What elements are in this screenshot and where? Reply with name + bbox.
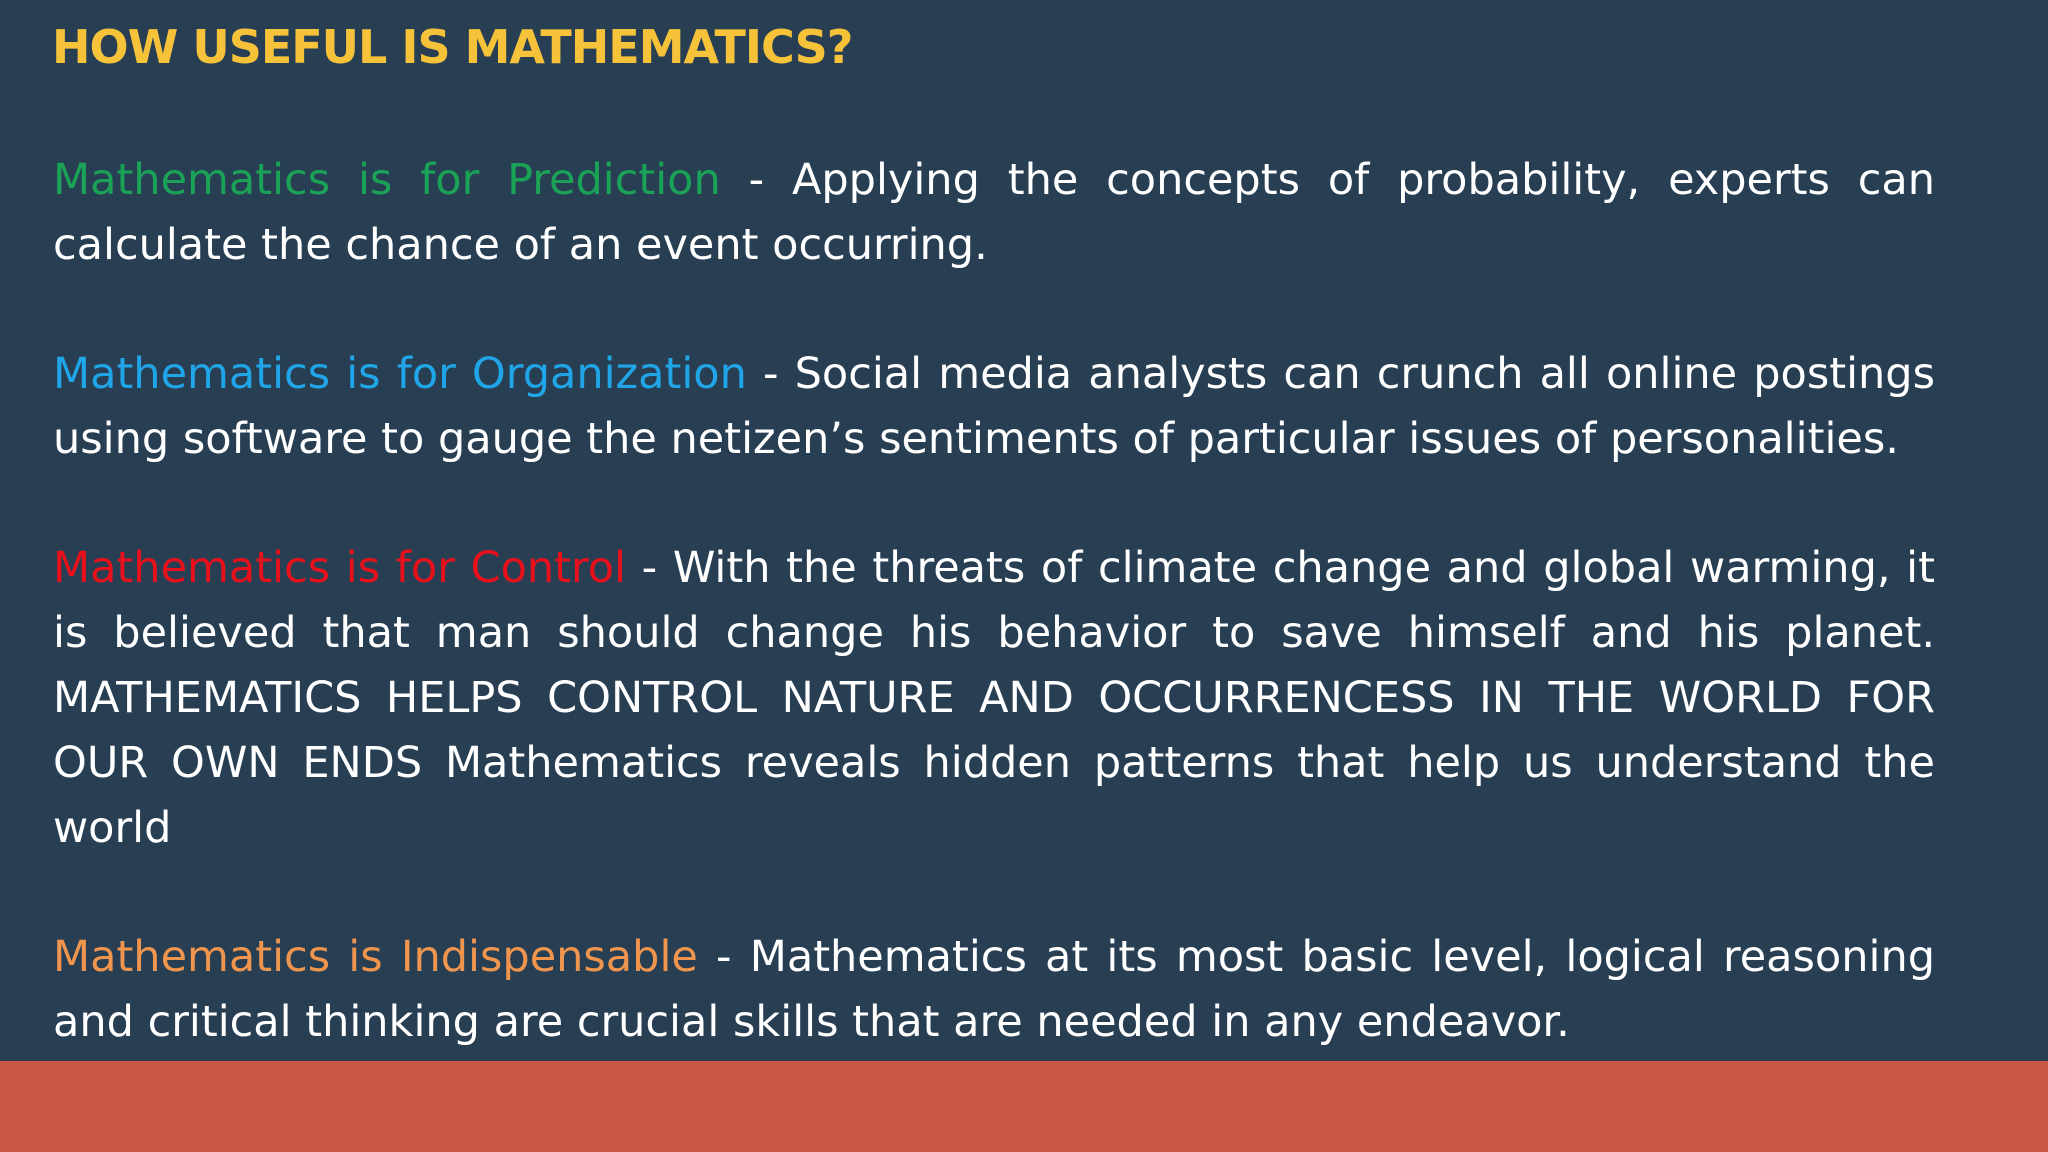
point-text-control: - With the threats of climate change and global warming, it is believed that man should change his behavior to save himself and his planet. MATHEMATICS HELPS CONTROL NATURE AND OCCURRENCESS IN THE WORLD FOR OUR OWN ENDS Mathematics reveals hidden patterns that help us understand the world xyxy=(53,543,1935,853)
point-heading-indispensable: Mathematics is Indispensable xyxy=(53,932,698,982)
point-control xyxy=(53,536,1935,861)
point-text-prediction: - Applying the concepts of probability, experts can calculate the chance of an event occurring. xyxy=(53,155,1935,270)
point-prediction xyxy=(53,148,1935,278)
point-organization xyxy=(53,342,1935,472)
point-text-organization: - Social media analysts can crunch all online postings using software to gauge the netizen’s sentiments of particular issues of personalities. xyxy=(53,349,1935,464)
slide-title: HOW USEFUL IS MATHEMATICS? xyxy=(52,20,853,74)
point-text-indispensable: - Mathematics at its most basic level, logical reasoning and critical thinking are crucial skills that are needed in any endeavor. xyxy=(53,932,1935,1047)
slide-content xyxy=(53,148,1935,1055)
footer-bar xyxy=(0,1061,2048,1152)
point-heading-control: Mathematics is for Control xyxy=(53,543,626,593)
point-indispensable xyxy=(53,925,1935,1055)
point-heading-prediction: Mathematics is for Prediction xyxy=(53,155,721,205)
point-heading-organization: Mathematics is for Organization xyxy=(53,349,747,399)
